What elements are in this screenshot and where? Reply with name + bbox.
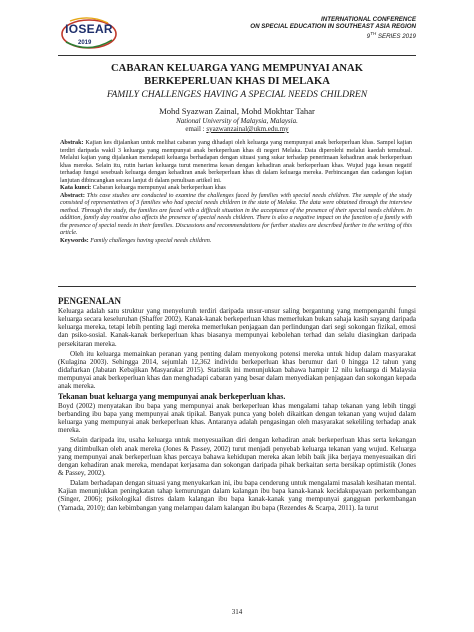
conference-logo bbox=[60, 12, 118, 56]
keywords-malay bbox=[60, 185, 412, 193]
section-heading-pengenalan: PENGENALAN bbox=[58, 296, 122, 306]
abstract-malay bbox=[60, 140, 412, 185]
abstract-en-text: This case studies are conducted to examine the challenges faced by families with special needs children. The sample of the study consisted of representatives of 3 families who had special needs children in the state of Melaka. The data were obtained through the interview method. Through the study, the families are faced with a difficult situation in the acceptance of the presence of their special needs children. In addition, family day routine also affects the presence of special needs children. There is also a negative impact on the function of a family with the presence of special needs in their families. Discussions and recommendations for further studies are described further in the writing of this article. bbox=[60, 192, 412, 236]
keywords-en-label: Keywords: bbox=[60, 237, 89, 244]
paragraph: Boyd (2002) menyatakan ibu bapa yang mempunyai anak berkeperluan khas mengalami tahap tekanan yang lebih tinggi berbanding ibu bapa yang mempunyai anak tipikal. Banyak punca yang boleh dikaitkan dengan tekanan yang wujud dalam keluarga yang mempunyai anak berkeperluan khas. Antaranya adalah pengasingan oleh masyarakat sekeliling terhadap anak mereka. bbox=[58, 401, 416, 435]
email-label: email : bbox=[185, 125, 207, 133]
header-line-1: INTERNATIONAL CONFERENCE bbox=[321, 16, 416, 23]
header-rule bbox=[58, 55, 416, 56]
series-number: 9 bbox=[366, 33, 371, 41]
abstract-english bbox=[60, 193, 412, 238]
logo-text: IOSEAR bbox=[65, 22, 113, 36]
authors: Mohd Syazwan Zainal, Mohd Mokhtar Tahar bbox=[159, 106, 315, 116]
logo-year: 2019 bbox=[78, 40, 92, 46]
title-line-2: BERKEPERLUAN KHAS DI MELAKA bbox=[144, 75, 330, 87]
subsection-heading-tekanan: Tekanan buat keluarga yang mempunyai anak berkeperluan khas. bbox=[58, 391, 286, 401]
email-line bbox=[58, 125, 416, 133]
header-line-2: ON SPECIAL EDUCATION IN SOUTHEAST ASIA REGION bbox=[250, 23, 416, 31]
title-line-1: CABARAN KELUARGA YANG MEMPUNYAI ANAK bbox=[111, 63, 363, 74]
keywords-label: Kata kunci: bbox=[60, 185, 92, 191]
page-number: 314 bbox=[231, 608, 243, 616]
paragraph: Keluarga adalah satu struktur yang menyeluruh terdiri daripada unsur-unsur saling bergantung yang mempengaruhi fungsi keluarga secara keseluruhan (Shaffer 2002). Kanak-kanak berkeperluan khas memerlukan bukan sahaja kasih sayang daripada keluarga mereka, tetapi lebih penting lagi mereka memerlukan penjagaan dan perlindungan dari segi sokongan fizikal, emosi dan psiko-sosial. Kanak-kanak berkeperluan khas biasanya mempunyai kebolehan terhad dan selalu diasingkan daripada persekitaran mereka. bbox=[58, 307, 416, 348]
abstract-rule bbox=[58, 286, 416, 287]
abstract-en-label: Abstract: bbox=[60, 192, 85, 199]
conference-header bbox=[250, 16, 416, 41]
series-suffix: TH bbox=[370, 31, 377, 37]
email-link[interactable]: syazwanzainal@ukm.edu.my bbox=[206, 125, 289, 133]
keywords-en-text: Family challenges having special needs children. bbox=[88, 237, 212, 244]
paragraph: Selain daripada itu, usaha keluarga untuk menyesuaikan diri dengan kehadiran anak berkeperluan khas serta kekangan yang ditimbulkan oleh anak mereka (Jones & Passey, 2002) turut menjadi penyebab keluarga tekanan yang wujud. Keluarga yang mempunyai anak berkeperluan khas percaya bahawa kehidupan mereka akan lebih baik jika berjaya menyesuaikan diri dengan kehadiran anak mereka, mendapat kerjasama dan sokongan daripada pihak berkaitan serta bersikap optimistik (Jones & Passey, 2002). bbox=[58, 436, 416, 477]
affiliation-line-2: Malaysia. bbox=[270, 117, 298, 125]
abstract-section bbox=[60, 140, 412, 245]
paragraph: Dalam berhadapan dengan situasi yang menyukarkan ini, ibu bapa cenderung untuk mengalami masalah kesihatan mental. Kajian menunjukkan peningkatan tahap kemurungan dalam kalangan ibu bapa kanak-kanak kecidakupayaan perkembangan (Singer, 2006); psikologikal distres dalam kalangan ibu bapa kanak-kanak yang mempunyai gangguan perkembangan (Yamada, 2010); dan kebimbangan yang melampau dalam kalangan ibu bapa (Rezendes & Scarpa, 2011). Ia turut bbox=[58, 479, 416, 512]
keywords-english bbox=[60, 238, 412, 246]
body-text bbox=[58, 307, 416, 514]
abstract-text: Kajian kes dijalankan untuk melihat cabaran yang dihadapi oleh keluarga yang mempunyai anak berkeperluan khas. Sampel kajian terdiri daripada wakil 3 keluarga yang mempunyai anak berkeperluan khas di negeri Melaka. Data diperolehi melalui kaedah temubual. Melalui kajian yang dijalankan mendapati keluarga berhadapan dengan situasi yang sukar terhadap penerimaan kehadiran anak berkeperluan khas mereka. Selain itu, rutin harian keluarga turut menerima kesan dengan kehadiran anak berkeperluan khas. Wujud juga kesan negatif terhadap fungsi sesebuah keluarga dengan kehadiran anak berkeperluan khas di dalam keluarga mereka. Perbincangan dan cadangan kajian lanjutan dibincangkan secara lanjut di dalam penulisan artikel ini. bbox=[60, 140, 412, 184]
paper-title bbox=[58, 63, 416, 88]
keywords-text: Cabaran keluarga mempunyai anak berkeperluan khas bbox=[91, 185, 226, 191]
abstract-label: Abstrak: bbox=[60, 140, 84, 146]
series-text: SERIES 2019 bbox=[376, 33, 416, 41]
paper-title-english: FAMILY CHALLENGES HAVING A SPECIAL NEEDS CHILDREN bbox=[106, 89, 368, 100]
paragraph: Oleh itu keluarga memainkan peranan yang penting dalam menyokong potensi mereka untuk hidup dalam masyarakat (Kulagina 2003). Sehingga 2014, sejumlah 12,362 individu berkeperluan khas berumur dari 0 hingga 12 tahun yang didaftarkan (Jabatan Kebajikan Masyarakat 2015). Statistik ini menunjukkan bahawa hampir 12 nilu keluarga di Malaysia mempunyai anak berkeperluan khas dan menghadapi cabaran yang besar dalam menyediakan penjagaan dan sokongan kepada anak mereka. bbox=[58, 349, 416, 391]
header-series bbox=[250, 30, 416, 40]
affiliation-line-1: National University of Malaysia, bbox=[176, 117, 269, 125]
